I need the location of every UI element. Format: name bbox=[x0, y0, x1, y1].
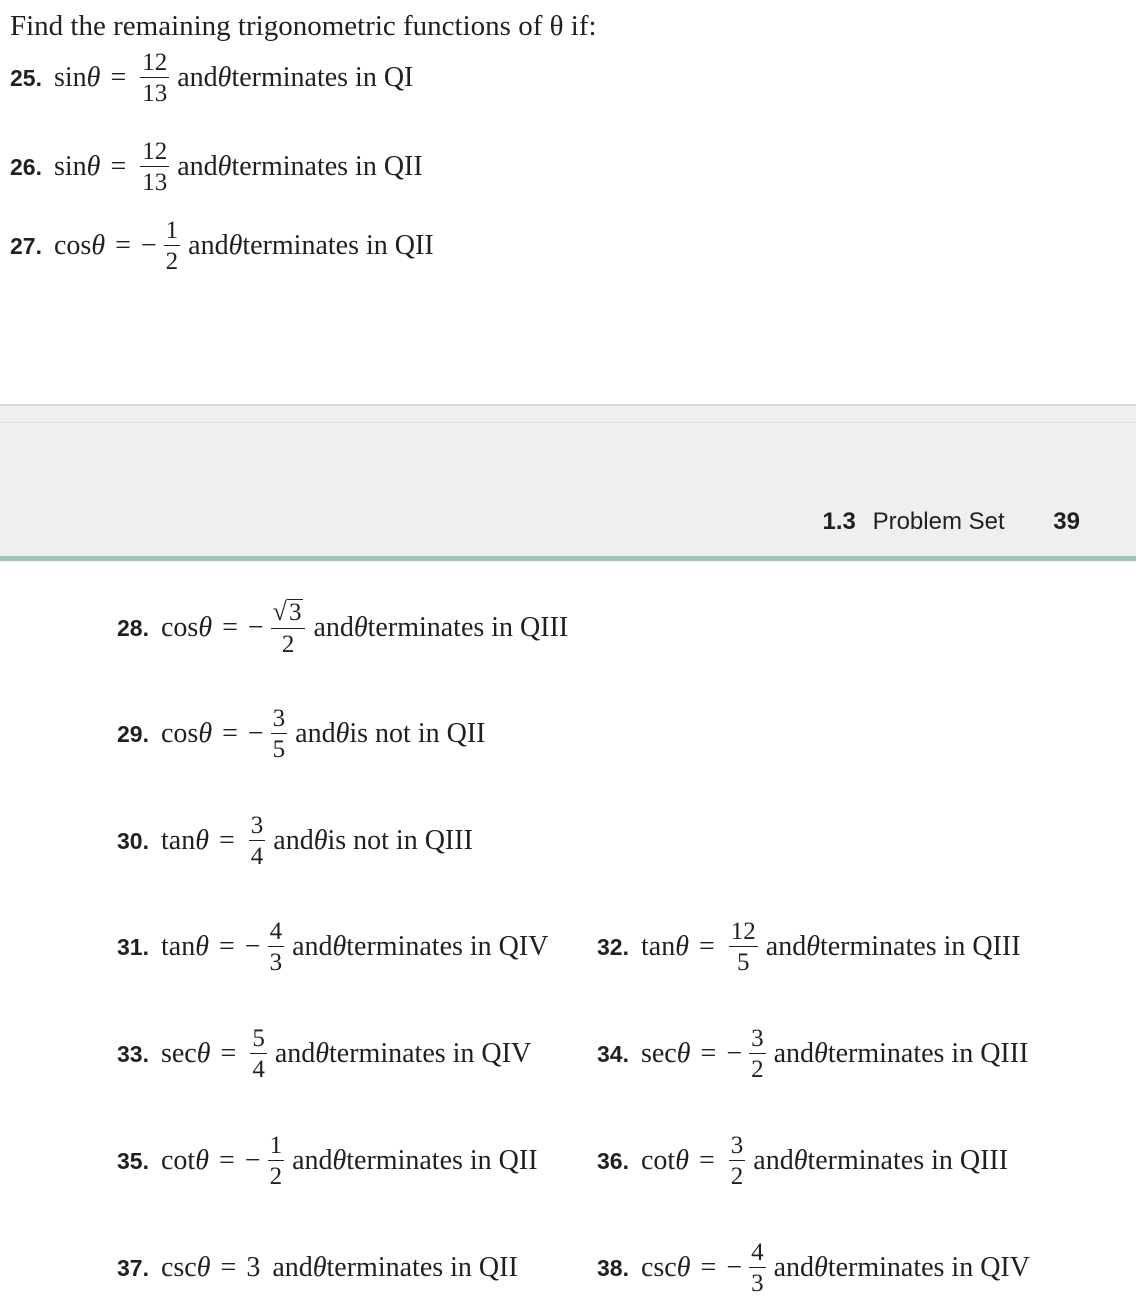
theta-symbol: θ bbox=[353, 612, 368, 643]
numerator: 3 bbox=[751, 1025, 764, 1052]
equals-sign: = bbox=[700, 1038, 717, 1069]
fraction bbox=[268, 919, 285, 975]
sqrt-symbol: √ bbox=[272, 596, 287, 626]
instructions-text: Find the remaining trigonometric functions of θ if: bbox=[10, 10, 597, 42]
problem-number: 26. bbox=[10, 153, 42, 180]
problem-28 bbox=[117, 598, 568, 658]
theta-symbol: θ bbox=[195, 931, 209, 962]
problem-29 bbox=[117, 704, 485, 764]
condition-text: terminates in QII bbox=[326, 1252, 518, 1283]
denominator: 4 bbox=[252, 1056, 265, 1083]
negative-sign: − bbox=[140, 230, 157, 261]
problem-26 bbox=[10, 137, 423, 197]
equals-sign: = bbox=[110, 62, 127, 93]
negative-sign: − bbox=[244, 1145, 261, 1176]
trig-function: cos bbox=[160, 718, 199, 749]
equals-sign: = bbox=[222, 718, 238, 749]
negative-sign: − bbox=[726, 1252, 743, 1283]
theta-symbol: θ bbox=[228, 230, 243, 261]
trig-function: tan bbox=[640, 931, 676, 962]
negative-sign: − bbox=[244, 931, 261, 962]
trig-function: cot bbox=[640, 1145, 676, 1176]
fraction bbox=[140, 50, 169, 106]
denominator: 2 bbox=[730, 1163, 744, 1190]
condition-and: and bbox=[765, 931, 807, 962]
page-gap-line bbox=[0, 422, 1136, 423]
problem-35 bbox=[117, 1131, 538, 1191]
condition-and: and bbox=[272, 1252, 313, 1283]
theta-symbol: θ bbox=[793, 1145, 808, 1176]
condition-text: terminates in QIII bbox=[367, 612, 569, 643]
equals-sign: = bbox=[700, 1252, 717, 1283]
trig-function: sec bbox=[640, 1038, 677, 1069]
negative-sign: − bbox=[247, 718, 264, 749]
trig-function: cos bbox=[53, 230, 92, 261]
problem-number: 36. bbox=[597, 1147, 629, 1174]
equals-sign: = bbox=[218, 931, 235, 962]
numerator: 3 bbox=[272, 705, 286, 732]
theta-symbol: θ bbox=[675, 931, 689, 962]
theta-symbol: θ bbox=[217, 62, 232, 93]
condition-text: terminates in QII bbox=[242, 230, 434, 261]
problem-number: 34. bbox=[597, 1040, 629, 1067]
trig-function: tan bbox=[160, 825, 196, 856]
condition-text: is not in QII bbox=[349, 718, 486, 749]
condition-and: and bbox=[295, 718, 336, 749]
theta-symbol: θ bbox=[198, 612, 213, 643]
equals-sign: = bbox=[698, 931, 715, 962]
condition-text: terminates in QI bbox=[231, 62, 414, 93]
problem-number: 27. bbox=[10, 232, 42, 259]
condition-and: and bbox=[177, 62, 218, 93]
condition-and: and bbox=[773, 1252, 815, 1283]
theta-symbol: θ bbox=[86, 62, 101, 93]
condition-text: terminates in QII bbox=[231, 151, 423, 182]
problem-number: 33. bbox=[117, 1040, 149, 1067]
page-gap bbox=[0, 404, 1136, 562]
condition-and: and bbox=[273, 825, 314, 856]
denominator: 13 bbox=[142, 169, 168, 196]
equals-sign: = bbox=[220, 1038, 237, 1069]
numerator: 4 bbox=[751, 1239, 764, 1266]
fraction bbox=[140, 139, 169, 195]
condition-and: and bbox=[274, 1038, 316, 1069]
problem-37 bbox=[117, 1238, 518, 1298]
theta-symbol: θ bbox=[217, 151, 232, 182]
problem-number: 35. bbox=[117, 1147, 149, 1174]
problem-number: 38. bbox=[597, 1254, 629, 1281]
condition-text: is not in QIII bbox=[327, 825, 473, 856]
theta-symbol: θ bbox=[313, 825, 328, 856]
section-title: Problem Set bbox=[872, 508, 1005, 535]
denominator: 3 bbox=[269, 949, 283, 976]
denominator: 13 bbox=[142, 80, 168, 107]
denominator: 5 bbox=[737, 949, 750, 976]
trig-function: csc bbox=[640, 1252, 677, 1283]
problem-36 bbox=[597, 1131, 1008, 1191]
theta-symbol: θ bbox=[332, 931, 347, 962]
header-rule bbox=[0, 556, 1136, 561]
condition-text: terminates in QIII bbox=[807, 1145, 1009, 1176]
fraction bbox=[749, 1026, 766, 1082]
numerator: 12 bbox=[142, 49, 168, 76]
numerator: 5 bbox=[252, 1025, 265, 1052]
problem-38 bbox=[597, 1238, 1030, 1298]
equals-sign: = bbox=[218, 825, 235, 856]
fraction bbox=[749, 1240, 766, 1296]
numerator: 3 bbox=[730, 1132, 744, 1159]
numerator: 4 bbox=[269, 918, 283, 945]
fraction bbox=[164, 218, 181, 274]
condition-and: and bbox=[177, 151, 218, 182]
denominator: 2 bbox=[281, 631, 295, 659]
theta-symbol: θ bbox=[196, 1252, 211, 1283]
page-header bbox=[823, 508, 1080, 536]
numerator: 3 bbox=[250, 812, 264, 839]
problem-31 bbox=[117, 917, 548, 977]
equals-sign: = bbox=[698, 1145, 715, 1176]
problem-number: 30. bbox=[117, 827, 149, 854]
trig-function: tan bbox=[160, 931, 196, 962]
value: 3 bbox=[246, 1252, 261, 1283]
condition-text: terminates in QIV bbox=[329, 1038, 532, 1069]
fraction bbox=[729, 919, 758, 975]
condition-text: terminates in QIV bbox=[827, 1252, 1030, 1283]
problem-number: 25. bbox=[10, 64, 42, 91]
radicand: 3 bbox=[288, 598, 302, 626]
condition-text: terminates in QIII bbox=[827, 1038, 1029, 1069]
theta-symbol: θ bbox=[312, 1252, 327, 1283]
theta-symbol: θ bbox=[196, 1038, 211, 1069]
section-number: 1.3 bbox=[822, 508, 856, 535]
problem-number: 37. bbox=[117, 1254, 149, 1281]
theta-symbol: θ bbox=[676, 1038, 691, 1069]
problem-32 bbox=[597, 917, 1021, 977]
denominator: 2 bbox=[269, 1163, 283, 1190]
denominator: 4 bbox=[250, 843, 264, 870]
theta-symbol: θ bbox=[195, 825, 209, 856]
fraction bbox=[729, 1133, 746, 1189]
problem-27 bbox=[10, 216, 434, 276]
fraction bbox=[250, 1026, 267, 1082]
theta-symbol: θ bbox=[814, 1252, 828, 1283]
denominator: 2 bbox=[751, 1056, 764, 1083]
negative-sign: − bbox=[247, 612, 264, 643]
equals-sign: = bbox=[222, 612, 238, 643]
condition-and: and bbox=[292, 931, 333, 962]
problem-34 bbox=[597, 1024, 1028, 1084]
theta-symbol: θ bbox=[335, 718, 350, 749]
theta-symbol: θ bbox=[806, 931, 820, 962]
condition-text: terminates in QIV bbox=[346, 931, 549, 962]
radical-numerator bbox=[271, 596, 306, 629]
trig-function: csc bbox=[160, 1252, 197, 1283]
condition-and: and bbox=[292, 1145, 333, 1176]
trig-function: sin bbox=[53, 62, 87, 93]
fraction bbox=[271, 596, 306, 659]
trig-function: sin bbox=[53, 151, 87, 182]
denominator: 5 bbox=[272, 736, 286, 763]
condition-and: and bbox=[773, 1038, 815, 1069]
problem-number: 31. bbox=[117, 933, 149, 960]
numerator: 1 bbox=[165, 217, 179, 244]
condition-and: and bbox=[313, 612, 354, 643]
numerator: 12 bbox=[142, 138, 168, 165]
trig-function: cot bbox=[160, 1145, 196, 1176]
page-number: 39 bbox=[1053, 508, 1080, 535]
equals-sign: = bbox=[110, 151, 127, 182]
trig-function: sec bbox=[160, 1038, 197, 1069]
theta-symbol: θ bbox=[198, 718, 213, 749]
denominator: 2 bbox=[165, 248, 179, 275]
condition-text: terminates in QII bbox=[346, 1145, 538, 1176]
fraction bbox=[249, 813, 266, 869]
theta-symbol: θ bbox=[332, 1145, 347, 1176]
trig-function: cos bbox=[160, 612, 199, 643]
condition-text: terminates in QIII bbox=[819, 931, 1021, 962]
problem-number: 28. bbox=[117, 614, 149, 641]
condition-and: and bbox=[188, 230, 229, 261]
denominator: 3 bbox=[751, 1270, 764, 1297]
theta-symbol: θ bbox=[195, 1145, 209, 1176]
numerator: 1 bbox=[269, 1132, 283, 1159]
fraction bbox=[271, 706, 288, 762]
theta-symbol: θ bbox=[675, 1145, 689, 1176]
equals-sign: = bbox=[115, 230, 131, 261]
theta-symbol: θ bbox=[91, 230, 106, 261]
theta-symbol: θ bbox=[676, 1252, 691, 1283]
problem-25 bbox=[10, 48, 413, 108]
theta-symbol: θ bbox=[315, 1038, 330, 1069]
fraction bbox=[268, 1133, 285, 1189]
theta-symbol: θ bbox=[86, 151, 101, 182]
equals-sign: = bbox=[218, 1145, 235, 1176]
equals-sign: = bbox=[220, 1252, 237, 1283]
numerator: 12 bbox=[730, 918, 756, 945]
problem-30 bbox=[117, 811, 473, 871]
theta-symbol: θ bbox=[814, 1038, 828, 1069]
problem-number: 32. bbox=[597, 933, 629, 960]
condition-and: and bbox=[753, 1145, 794, 1176]
problem-number: 29. bbox=[117, 720, 149, 747]
negative-sign: − bbox=[726, 1038, 743, 1069]
problem-33 bbox=[117, 1024, 531, 1084]
